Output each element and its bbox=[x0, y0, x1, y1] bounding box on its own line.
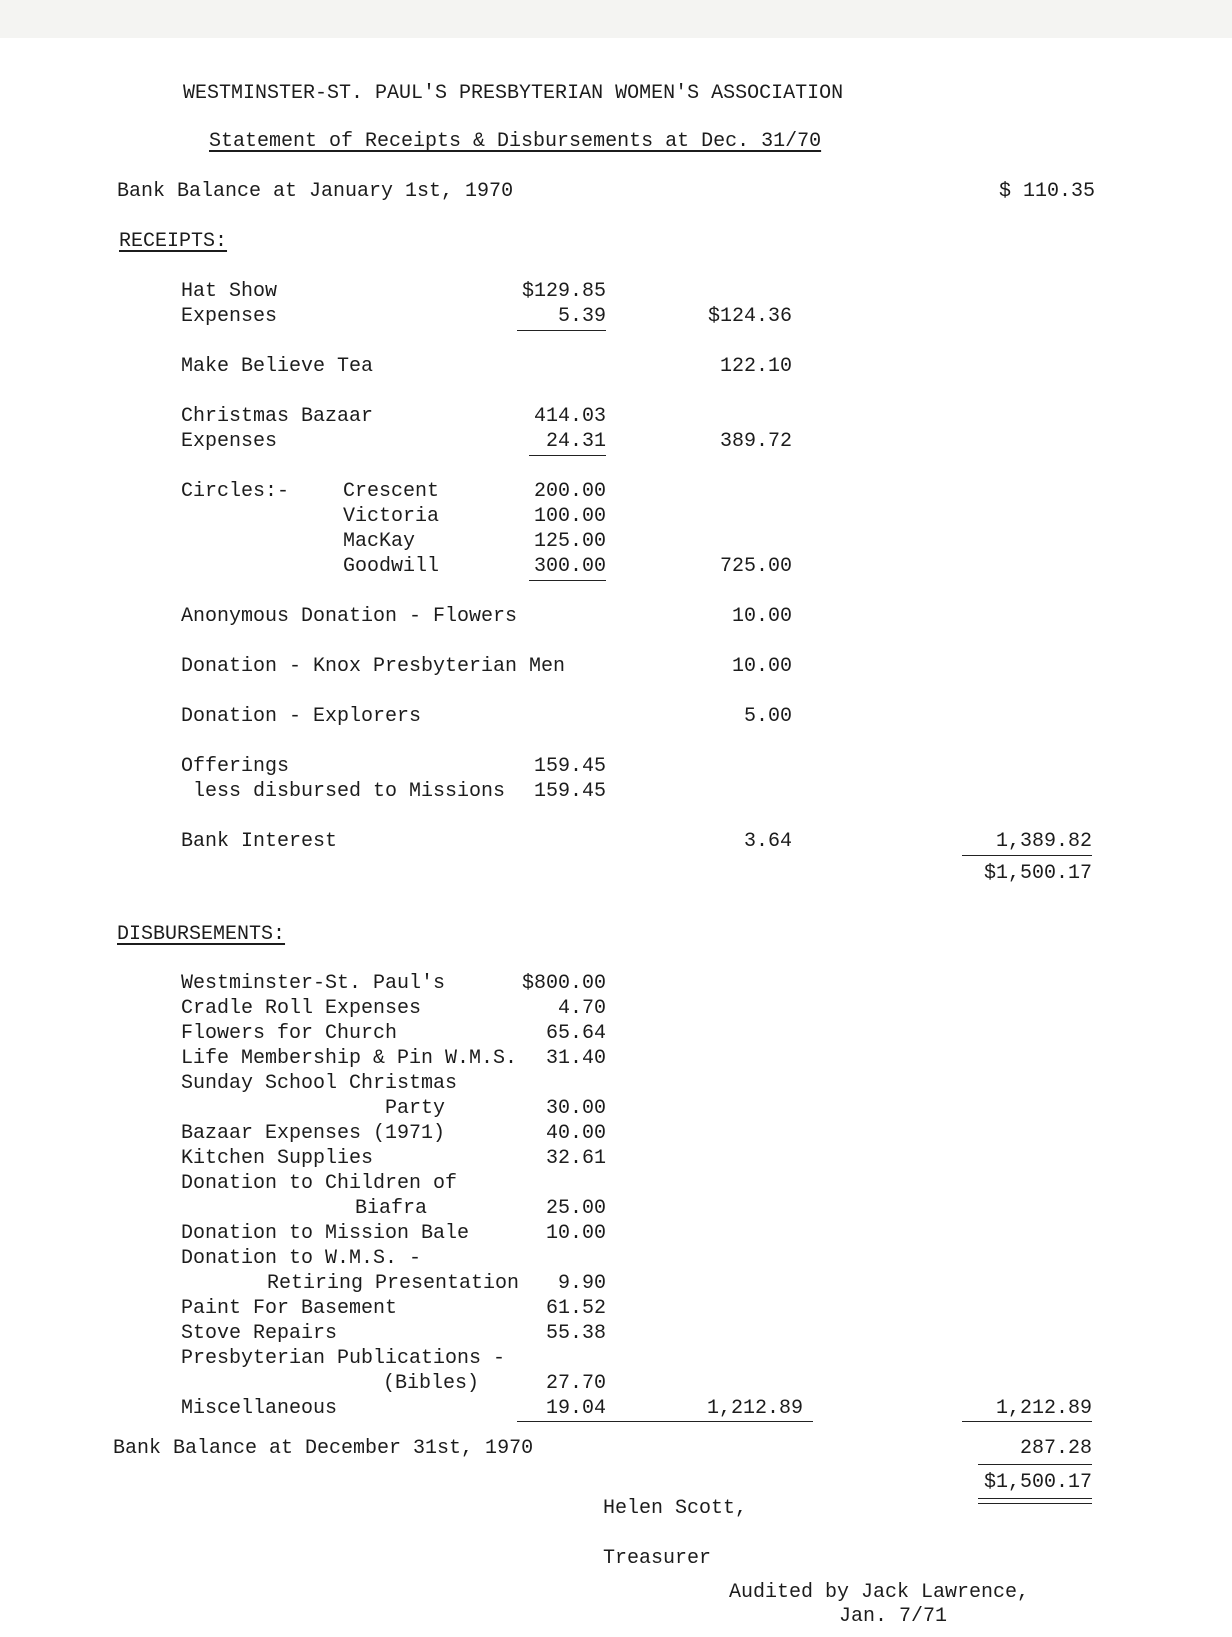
opening-balance-amount: $ 110.35 bbox=[998, 180, 1095, 203]
bazaar-expenses-amount: 24.31 bbox=[545, 430, 606, 453]
circle-name: MacKay bbox=[343, 530, 416, 553]
circle-amount: 125.00 bbox=[533, 530, 606, 553]
offerings-amount: 159.45 bbox=[533, 755, 606, 778]
auditor-line: Audited by Jack Lawrence, bbox=[729, 1581, 1030, 1604]
bank-interest-label: Bank Interest bbox=[181, 830, 338, 853]
hat-net-amount: $124.36 bbox=[707, 305, 792, 328]
circle-amount: 100.00 bbox=[533, 505, 606, 528]
disbursement-amount: 61.52 bbox=[545, 1297, 606, 1320]
disbursement-label: Miscellaneous bbox=[181, 1397, 338, 1420]
receipts-heading: RECEIPTS: bbox=[119, 230, 228, 253]
disbursements-subtotal: 1,212.89 bbox=[706, 1397, 803, 1420]
knox-donation-amount: 10.00 bbox=[731, 655, 792, 678]
organization-heading: WESTMINSTER-ST. PAUL'S PRESBYTERIAN WOMEN'S ASSOCIATION bbox=[183, 82, 844, 105]
disbursement-amount: 30.00 bbox=[545, 1097, 606, 1120]
underline bbox=[517, 330, 606, 331]
hat-show-label: Hat Show bbox=[181, 280, 278, 303]
disbursement-label: Retiring Presentation bbox=[267, 1272, 520, 1295]
double-underline bbox=[978, 1498, 1092, 1499]
circle-name: Crescent bbox=[343, 480, 440, 503]
bazaar-expenses-label: Expenses bbox=[181, 430, 278, 453]
hat-show-amount: $129.85 bbox=[521, 280, 606, 303]
underline bbox=[978, 1464, 1092, 1465]
disbursement-amount: 32.61 bbox=[545, 1147, 606, 1170]
disbursement-label: Life Membership & Pin W.M.S. bbox=[181, 1047, 518, 1070]
missions-label: less disbursed to Missions bbox=[193, 780, 506, 803]
treasurer-name: Helen Scott, bbox=[603, 1497, 748, 1520]
disbursement-amount: 31.40 bbox=[545, 1047, 606, 1070]
disbursement-amount: $800.00 bbox=[521, 972, 606, 995]
disbursement-label: (Bibles) bbox=[383, 1372, 480, 1395]
disbursement-label: Westminster-St. Paul's bbox=[181, 972, 446, 995]
anonymous-donation-amount: 10.00 bbox=[731, 605, 792, 628]
tea-amount: 122.10 bbox=[719, 355, 792, 378]
missions-amount: 159.45 bbox=[533, 780, 606, 803]
audit-date: Jan. 7/71 bbox=[839, 1605, 948, 1628]
underline bbox=[529, 455, 606, 456]
disbursement-label: Party bbox=[385, 1097, 446, 1120]
offerings-label: Offerings bbox=[181, 755, 290, 778]
circle-amount: 300.00 bbox=[533, 555, 606, 578]
hat-expenses-amount: 5.39 bbox=[557, 305, 606, 328]
hat-expenses-label: Expenses bbox=[181, 305, 278, 328]
treasurer-role: Treasurer bbox=[603, 1547, 712, 1570]
disbursement-label: Cradle Roll Expenses bbox=[181, 997, 422, 1020]
disbursement-label: Kitchen Supplies bbox=[181, 1147, 374, 1170]
closing-grand-total: $1,500.17 bbox=[983, 1471, 1092, 1494]
double-underline bbox=[978, 1503, 1092, 1504]
receipts-grand-total: $1,500.17 bbox=[983, 862, 1092, 885]
opening-balance-label: Bank Balance at January 1st, 1970 bbox=[117, 180, 514, 203]
disbursement-label: Bazaar Expenses (1971) bbox=[181, 1122, 446, 1145]
underline bbox=[962, 855, 1092, 856]
disbursement-amount: 55.38 bbox=[545, 1322, 606, 1345]
anonymous-donation-label: Anonymous Donation - Flowers bbox=[181, 605, 518, 628]
disbursement-amount: 10.00 bbox=[545, 1222, 606, 1245]
underline bbox=[529, 580, 606, 581]
disbursement-label: Biafra bbox=[355, 1197, 428, 1220]
receipts-total: 1,389.82 bbox=[995, 830, 1092, 853]
disbursement-label: Presbyterian Publications - bbox=[181, 1347, 506, 1370]
disbursement-amount: 9.90 bbox=[557, 1272, 606, 1295]
disbursement-amount: 4.70 bbox=[557, 997, 606, 1020]
circle-name: Goodwill bbox=[343, 555, 440, 578]
bank-interest-amount: 3.64 bbox=[743, 830, 792, 853]
disbursement-label: Donation to Mission Bale bbox=[181, 1222, 470, 1245]
tea-label: Make Believe Tea bbox=[181, 355, 374, 378]
disbursement-amount: 65.64 bbox=[545, 1022, 606, 1045]
circle-amount: 200.00 bbox=[533, 480, 606, 503]
circle-name: Victoria bbox=[343, 505, 440, 528]
explorers-donation-amount: 5.00 bbox=[743, 705, 792, 728]
bazaar-net-amount: 389.72 bbox=[719, 430, 792, 453]
underline bbox=[962, 1421, 1092, 1422]
circles-label: Circles:- bbox=[181, 480, 290, 503]
bazaar-amount: 414.03 bbox=[533, 405, 606, 428]
statement-title: Statement of Receipts & Disbursements at Dec. 31/70 bbox=[209, 130, 822, 153]
bazaar-label: Christmas Bazaar bbox=[181, 405, 374, 428]
disbursement-label: Stove Repairs bbox=[181, 1322, 338, 1345]
disbursement-amount: 19.04 bbox=[545, 1397, 606, 1420]
knox-donation-label: Donation - Knox Presbyterian Men bbox=[181, 655, 566, 678]
disbursement-label: Paint For Basement bbox=[181, 1297, 398, 1320]
disbursement-amount: 25.00 bbox=[545, 1197, 606, 1220]
disbursement-label: Flowers for Church bbox=[181, 1022, 398, 1045]
disbursements-total: 1,212.89 bbox=[995, 1397, 1092, 1420]
disbursement-amount: 40.00 bbox=[545, 1122, 606, 1145]
disbursements-heading: DISBURSEMENTS: bbox=[117, 923, 286, 946]
circles-total: 725.00 bbox=[719, 555, 792, 578]
disbursement-amount: 27.70 bbox=[545, 1372, 606, 1395]
explorers-donation-label: Donation - Explorers bbox=[181, 705, 422, 728]
statement-page bbox=[0, 38, 1232, 1637]
closing-balance-amount: 287.28 bbox=[1019, 1437, 1092, 1460]
underline bbox=[517, 1421, 813, 1422]
closing-balance-label: Bank Balance at December 31st, 1970 bbox=[113, 1437, 534, 1460]
disbursement-label: Sunday School Christmas bbox=[181, 1072, 458, 1095]
disbursement-label: Donation to Children of bbox=[181, 1172, 458, 1195]
disbursement-label: Donation to W.M.S. - bbox=[181, 1247, 422, 1270]
